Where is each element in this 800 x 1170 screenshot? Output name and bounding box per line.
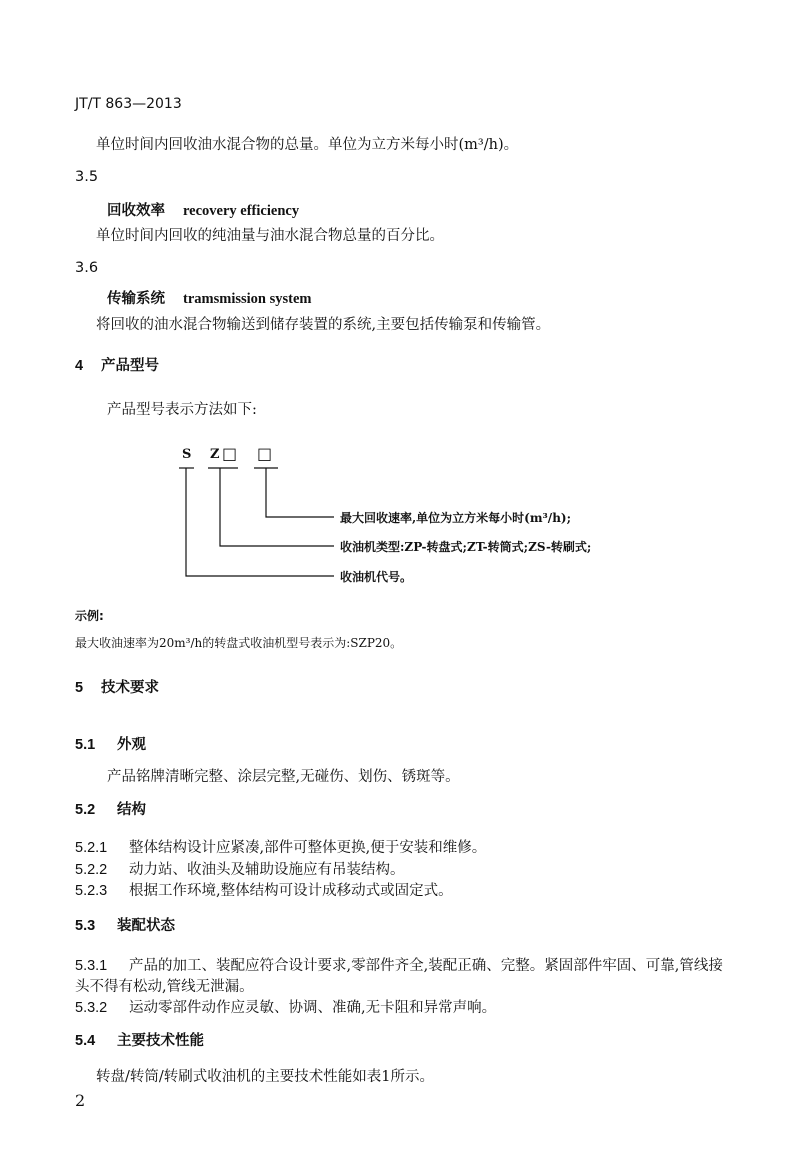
section-heading: 5.2 结构 bbox=[75, 802, 146, 818]
definition: 将回收的油水混合物输送到储存装置的系统,主要包括传输泵和传输管。 bbox=[96, 317, 551, 333]
definition: 单位时间内回收的纯油量与油水混合物总量的百分比。 bbox=[96, 228, 444, 244]
term-zh: 回收效率 bbox=[107, 203, 165, 219]
clause-item: 5.3.2 运动零部件动作应灵敏、协调、准确,无卡阻和异常声响。 bbox=[75, 1000, 497, 1016]
intro-text: 产品型号表示方法如下: bbox=[107, 402, 257, 418]
standard-code: JT/T 863—2013 bbox=[75, 96, 182, 112]
label-rate: 最大回收速率,单位为立方米每小时(m³/h); bbox=[340, 511, 572, 525]
term-en: recovery efficiency bbox=[183, 203, 300, 219]
paragraph: 产品铭牌清晰完整、涂层完整,无碰伤、划伤、锈斑等。 bbox=[107, 769, 460, 785]
code-z: Z bbox=[210, 447, 220, 462]
paragraph: 转盘/转筒/转刷式收油机的主要技术性能如表1所示。 bbox=[96, 1069, 434, 1085]
section-heading: 5.1 外观 bbox=[75, 737, 146, 753]
code-s: S bbox=[182, 447, 192, 462]
section-heading: 4 产品型号 bbox=[75, 358, 159, 374]
clause-item: 5.2.3 根据工作环境,整体结构可设计成移动式或固定式。 bbox=[75, 883, 453, 899]
example-text: 最大收油速率为20m³/h的转盘式收油机型号表示为:SZP20。 bbox=[75, 636, 403, 650]
clause-number: 3.6 bbox=[75, 260, 99, 276]
clause-item: 5.2.2 动力站、收油头及辅助设施应有吊装结构。 bbox=[75, 862, 405, 878]
definition-3-4: 单位时间内回收油水混合物的总量。单位为立方米每小时(m³/h)。 bbox=[96, 137, 519, 153]
term-en: tramsmission system bbox=[183, 291, 312, 307]
label-code: 收油机代号。 bbox=[340, 570, 413, 584]
placeholder-box: □ bbox=[222, 444, 238, 463]
placeholder-box: □ bbox=[257, 444, 273, 463]
section-heading: 5 技术要求 bbox=[75, 680, 159, 696]
clause-item: 5.2.1 整体结构设计应紧凑,部件可整体更换,便于安装和维修。 bbox=[75, 840, 487, 856]
section-heading: 5.4 主要技术性能 bbox=[75, 1033, 204, 1049]
clause-continuation: 头不得有松动,管线无泄漏。 bbox=[75, 979, 254, 995]
clause-number: 3.5 bbox=[75, 169, 99, 185]
section-heading: 5.3 装配状态 bbox=[75, 918, 175, 934]
label-type: 收油机类型:ZP-转盘式;ZT-转筒式;ZS-转刷式; bbox=[340, 540, 592, 554]
example-title: 示例: bbox=[75, 609, 104, 623]
term-zh: 传输系统 bbox=[107, 291, 165, 307]
clause-item: 5.3.1 产品的加工、装配应符合设计要求,零部件齐全,装配正确、完整。紧固部件牢固、可靠,管线接 bbox=[75, 958, 723, 974]
page-number: 2 bbox=[75, 1091, 86, 1110]
